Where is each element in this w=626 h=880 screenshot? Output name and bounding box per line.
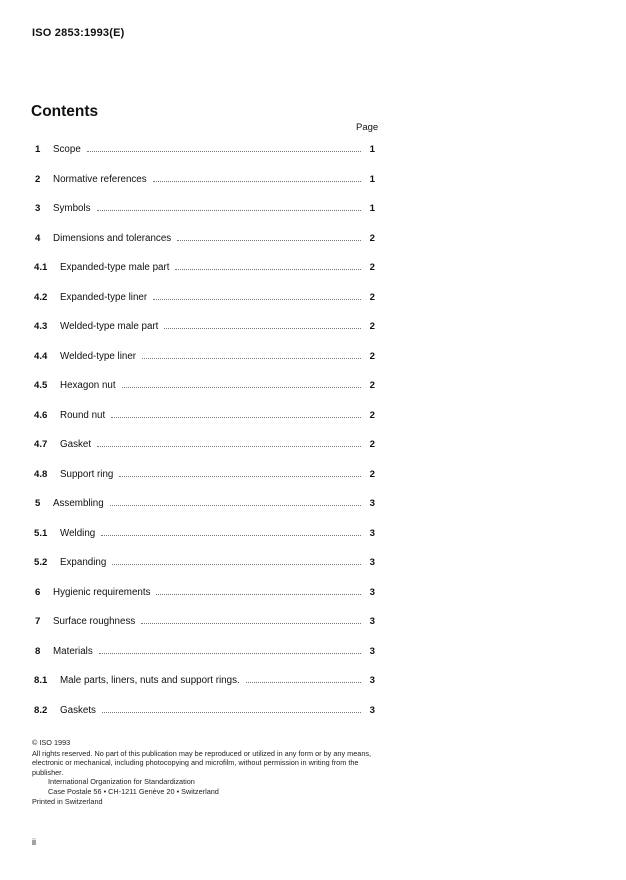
toc-entry-label: Assembling (53, 498, 108, 509)
toc-entry-page: 2 (369, 321, 375, 332)
toc-entry-page: 3 (369, 616, 375, 627)
toc-leader-dots (102, 712, 361, 713)
toc-entry (32, 351, 378, 365)
toc-entry-page: 3 (369, 675, 375, 686)
toc-leader-dots (153, 299, 361, 300)
toc-entry (32, 203, 378, 217)
toc-entry-page: 1 (369, 203, 375, 214)
toc-entry-label: Welded-type male part (60, 321, 162, 332)
toc-entry-number: 4.2 (34, 291, 48, 303)
toc-entry-label: Hygienic requirements (53, 587, 154, 598)
toc-entry-number: 4.6 (34, 409, 48, 421)
toc-leader-dots (97, 446, 361, 447)
toc-entry-label: Expanding (60, 557, 110, 568)
page-column-label: Page (356, 122, 379, 133)
toc-entry-number: 4.1 (34, 262, 48, 273)
toc-entry (32, 174, 378, 188)
organization-address: Case Postale 56 • CH-1211 Genève 20 • Switzerland (48, 786, 219, 796)
toc-entry-number: 8 (35, 645, 41, 657)
toc-leader-dots (122, 387, 361, 388)
copyright-notice (32, 738, 382, 806)
toc-entry-page: 3 (369, 557, 375, 568)
toc-entry-number: 4.3 (34, 321, 48, 332)
toc-entry-number: 7 (35, 616, 41, 627)
toc-entry (32, 321, 378, 335)
toc-entry-number: 6 (35, 586, 41, 598)
toc-entry (32, 439, 378, 453)
toc-entry-number: 4.4 (34, 350, 48, 362)
toc-entry-label: Expanded-type liner (60, 292, 151, 303)
toc-entry-number: 4.7 (34, 439, 48, 450)
toc-entry-label: Scope (53, 144, 85, 155)
toc-entry-number: 4 (35, 232, 41, 244)
toc-entry-label: Symbols (53, 203, 95, 214)
toc-entry-label: Gaskets (60, 705, 100, 716)
copyright-line: © ISO 1993 (32, 738, 71, 747)
toc-entry-page: 3 (369, 645, 375, 657)
toc-leader-dots (141, 623, 361, 624)
toc-entry-page: 3 (369, 527, 375, 539)
toc-entry-page: 3 (369, 498, 375, 509)
toc-entry-number: 2 (35, 173, 41, 185)
toc-leader-dots (246, 682, 361, 683)
toc-entry-number: 3 (35, 203, 41, 214)
toc-entry-page: 2 (369, 409, 375, 421)
toc-entry-page: 3 (369, 704, 375, 716)
toc-entry-label: Gasket (60, 439, 95, 450)
toc-entry (32, 469, 378, 483)
toc-leader-dots (142, 358, 361, 359)
toc-leader-dots (153, 181, 361, 182)
toc-leader-dots (164, 328, 361, 329)
toc-entry-number: 5.1 (34, 527, 48, 539)
toc-entry-page: 2 (369, 439, 375, 450)
toc-leader-dots (177, 240, 361, 241)
toc-entry-label: Welding (60, 528, 99, 539)
toc-entry-label: Hexagon nut (60, 380, 120, 391)
rights-statement: All rights reserved. No part of this publication may be reproduced or utilized in any form or by any means, electronic or mechanical, including photocopying and microfilm, without permission in writing from the publisher. (32, 748, 372, 777)
toc-entry (32, 410, 378, 424)
toc-entry (32, 233, 378, 247)
toc-entry-number: 4.8 (34, 468, 48, 480)
toc-leader-dots (87, 151, 361, 152)
document-header: ISO 2853:1993(E) (32, 27, 125, 39)
toc-entry-label: Normative references (53, 174, 151, 185)
printed-in: Printed in Switzerland (32, 796, 103, 806)
footer-page-number: ii (32, 837, 36, 847)
toc-leader-dots (101, 535, 361, 536)
toc-entry-label: Male parts, liners, nuts and support rings. (60, 675, 244, 686)
toc-entry (32, 587, 378, 601)
toc-entry-page: 3 (369, 586, 375, 598)
toc-entry (32, 144, 378, 158)
toc-leader-dots (110, 505, 361, 506)
toc-leader-dots (111, 417, 361, 418)
toc-entry-label: Expanded-type male part (60, 262, 173, 273)
toc-entry (32, 292, 378, 306)
toc-entry (32, 380, 378, 394)
toc-entry-number: 1 (35, 144, 41, 155)
toc-leader-dots (156, 594, 361, 595)
toc-entry-number: 8.2 (34, 704, 48, 716)
toc-entry (32, 557, 378, 571)
toc-leader-dots (97, 210, 361, 211)
toc-entry-number: 8.1 (34, 675, 48, 686)
toc-leader-dots (175, 269, 361, 270)
toc-entry-page: 1 (369, 173, 375, 185)
toc-entry-number: 4.5 (34, 380, 48, 391)
toc-entry (32, 528, 378, 542)
toc-entry (32, 705, 378, 719)
toc-entry-page: 2 (369, 380, 375, 391)
toc-entry-page: 2 (369, 350, 375, 362)
toc-entry-number: 5 (35, 498, 41, 509)
toc-entry-page: 2 (369, 232, 375, 244)
toc-leader-dots (112, 564, 361, 565)
toc-entry-label: Round nut (60, 410, 109, 421)
toc-leader-dots (119, 476, 361, 477)
toc-entry-page: 2 (369, 262, 375, 273)
toc-entry-page: 2 (369, 468, 375, 480)
toc-entry (32, 262, 378, 276)
page-title: Contents (31, 103, 99, 120)
toc-entry (32, 616, 378, 630)
toc-entry-label: Welded-type liner (60, 351, 140, 362)
toc-entry-page: 1 (369, 144, 375, 155)
toc-entry-label: Surface roughness (53, 616, 139, 627)
toc-leader-dots (99, 653, 361, 654)
toc-entry (32, 498, 378, 512)
toc-entry (32, 646, 378, 660)
toc-entry-number: 5.2 (34, 557, 48, 568)
toc-entry-label: Support ring (60, 469, 117, 480)
toc-entry (32, 675, 378, 689)
toc-entry-page: 2 (369, 291, 375, 303)
toc-entry-label: Materials (53, 646, 97, 657)
organization-name: International Organization for Standardization (48, 777, 195, 787)
toc-entry-label: Dimensions and tolerances (53, 233, 175, 244)
